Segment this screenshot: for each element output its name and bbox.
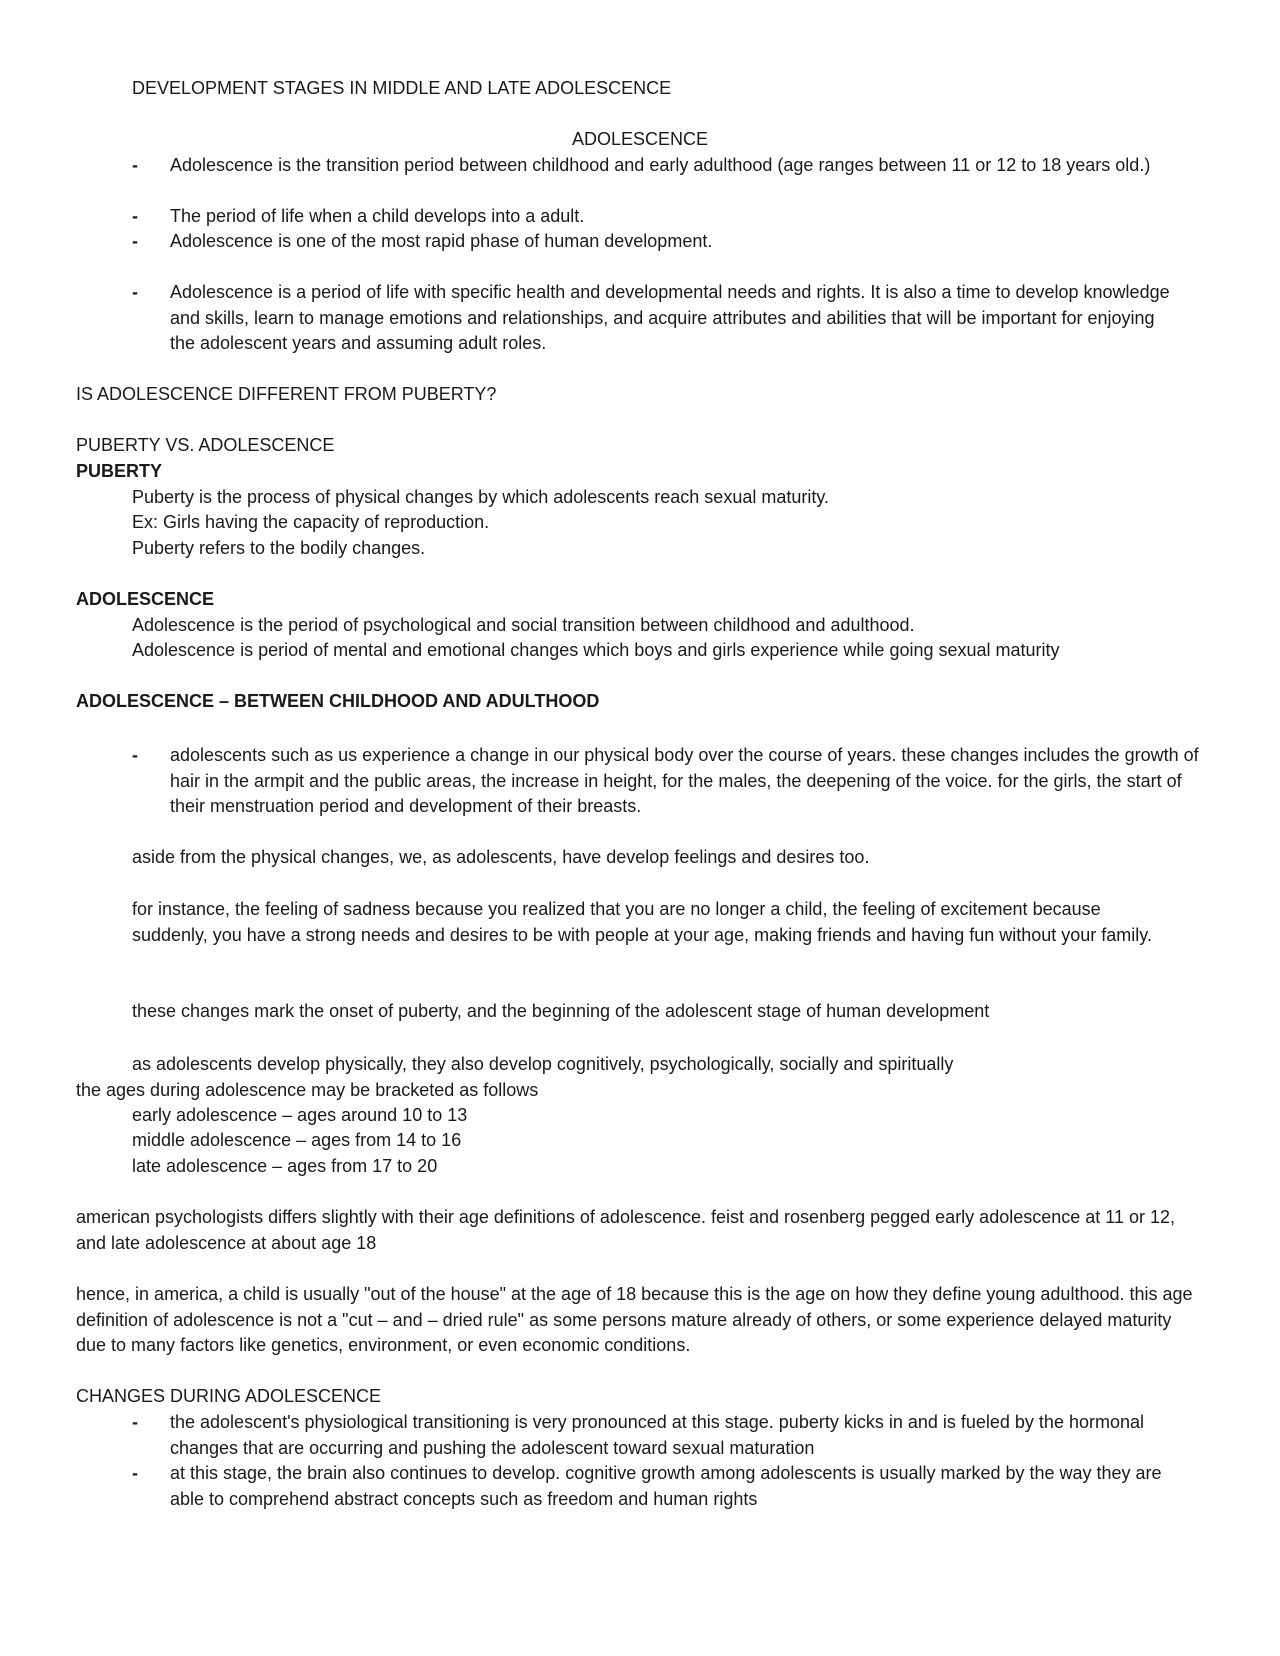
list-item-text: Ex: Girls having the capacity of reproduction. [132, 512, 490, 532]
dash-marker: - [132, 1412, 138, 1432]
ages-intro: the ages during adolescence may be bracketed as follows [76, 1080, 539, 1100]
between-heading: ADOLESCENCE – BETWEEN CHILDHOOD AND ADULTHOOD [76, 691, 600, 711]
list-item-text: early adolescence – ages around 10 to 13 [132, 1105, 468, 1125]
list-item-text: Adolescence is the transition period between childhood and early adulthood (age ranges between 11 or 12 to 18 years old.) [170, 155, 1151, 175]
adolescence-subheading: ADOLESCENCE [76, 589, 215, 609]
list-item-text: aside from the physical changes, we, as adolescents, have develop feelings and desires too. [132, 847, 870, 867]
list-item-text: for instance, the feeling of sadness because you realized that you are no longer a child, the feeling of excitement because suddenly, you have a strong needs and desires to be with people at your age, making friends and having fun without your family. [132, 899, 1152, 945]
puberty-heading: PUBERTY [76, 461, 163, 481]
list-item-text: adolescents such as us experience a change in our physical body over the course of years. these changes includes the growth of hair in the armpit and the public areas, the increase in height, for the males, the deepening of the voice. for the girls, the start of their menstruation period and development of their breasts. [170, 745, 1199, 816]
dash-marker: - [132, 745, 138, 765]
vs-heading: PUBERTY VS. ADOLESCENCE [76, 435, 335, 455]
list-item-text: Puberty is the process of physical changes by which adolescents reach sexual maturity. [132, 487, 830, 507]
list-item-text: The period of life when a child develops into a adult. [170, 206, 585, 226]
list-item-text: as adolescents develop physically, they also develop cognitively, psychologically, socially and spiritually [132, 1054, 954, 1074]
list-item-text: Puberty refers to the bodily changes. [132, 538, 426, 558]
changes-heading: CHANGES DURING ADOLESCENCE [76, 1386, 382, 1406]
list-item-text: Adolescence is one of the most rapid phase of human development. [170, 231, 713, 251]
list-item-text: the adolescent's physiological transitioning is very pronounced at this stage. puberty kicks in and is fueled by the hormonal changes that are occurring and pushing the adolescent toward sexual maturation [170, 1412, 1144, 1458]
paragraph-hence: hence, in america, a child is usually "out of the house" at the age of 18 because this is the age on how they define young adulthood. this age definition of adolescence is not a "cut – and – dried rule" as some persons mature already of others, or some experience delayed maturity due to many factors like genetics, environment, or even economic conditions. [76, 1284, 1193, 1355]
list-item-text: middle adolescence – ages from 14 to 16 [132, 1130, 462, 1150]
list-item-text: late adolescence – ages from 17 to 20 [132, 1156, 438, 1176]
list-item-text: Adolescence is period of mental and emotional changes which boys and girls experience while going sexual maturity [132, 640, 1060, 660]
question-heading: IS ADOLESCENCE DIFFERENT FROM PUBERTY? [76, 384, 497, 404]
list-item-text: these changes mark the onset of puberty, and the beginning of the adolescent stage of human development [132, 1001, 990, 1021]
document-title: DEVELOPMENT STAGES IN MIDDLE AND LATE ADOLESCENCE [132, 78, 672, 98]
dash-marker: - [132, 155, 138, 175]
dash-marker: - [132, 1463, 138, 1483]
list-item-text: Adolescence is the period of psychological and social transition between childhood and adulthood. [132, 615, 915, 635]
dash-marker: - [132, 206, 138, 226]
list-item-text: at this stage, the brain also continues to develop. cognitive growth among adolescents is usually marked by the way they are able to comprehend abstract concepts such as freedom and human rights [170, 1463, 1162, 1509]
list-item-text: Adolescence is a period of life with specific health and developmental needs and rights. It is also a time to develop knowledge and skills, learn to manage emotions and relationships, and acquire attributes and abilities that will be important for enjoying the adolescent years and assuming adult roles. [170, 282, 1170, 353]
dash-marker: - [132, 231, 138, 251]
dash-marker: - [132, 282, 138, 302]
paragraph-american: american psychologists differs slightly with their age definitions of adolescence. feist and rosenberg pegged early adolescence at 11 or 12, and late adolescence at about age 18 [76, 1207, 1175, 1253]
adolescence-heading: ADOLESCENCE [571, 129, 709, 149]
